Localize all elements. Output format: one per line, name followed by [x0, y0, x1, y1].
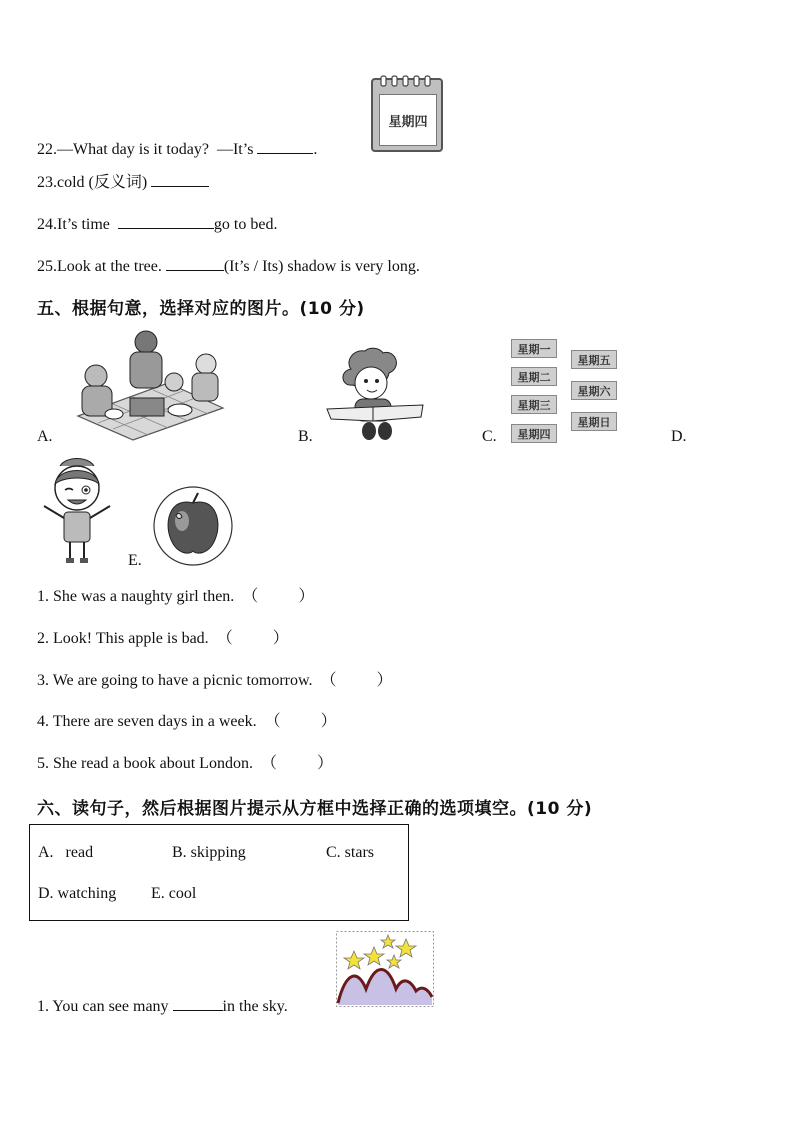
weekday-tag: 星期三: [511, 395, 557, 414]
weekday-tag: 星期日: [571, 412, 617, 431]
answer-blank[interactable]: [257, 138, 313, 154]
calendar-rings-icon: [373, 74, 441, 88]
weekday-tag: 星期一: [511, 339, 557, 358]
section-5-item-5: 5. She read a book about London. （ ）: [37, 755, 333, 772]
calendar-day-label: 星期四: [379, 94, 437, 146]
option-d-label: D.: [671, 428, 687, 445]
calendar-thursday-image: [371, 78, 443, 152]
weekday-tag: 星期二: [511, 367, 557, 386]
question-22: 22.—What day is it today? —It’s .: [37, 138, 317, 160]
question-23: 23.cold (反义词): [37, 171, 209, 193]
weekday-tag: 星期四: [511, 424, 557, 443]
stars-mountains-image: [336, 931, 434, 1007]
box-option-a: A. read: [38, 844, 94, 861]
box-option-e: E. cool: [151, 885, 197, 902]
section-6-heading: 六、读句子，然后根据图片提示从方框中选择正确的选项填空。(10 分): [37, 799, 593, 819]
section-5-item-3: 3. We are going to have a picnic tomorrow. （ ）: [37, 672, 393, 689]
section-5-item-2: 2. Look! This apple is bad. （ ）: [37, 630, 289, 647]
section-5-item-4: 4. There are seven days in a week. （ ）: [37, 713, 337, 730]
weekday-tag: 星期六: [571, 381, 617, 400]
picnic-children-image: [58, 328, 228, 443]
section-5-heading: 五、根据句意，选择对应的图片。(10 分): [37, 299, 365, 319]
bad-apple-image: [152, 485, 234, 567]
answer-blank[interactable]: [173, 995, 223, 1011]
question-24: 24.It’s time go to bed.: [37, 213, 277, 235]
option-e-label: E.: [128, 552, 142, 569]
box-option-b: B. skipping: [172, 844, 246, 861]
answer-blank[interactable]: [118, 213, 214, 229]
word-options-box: [29, 824, 409, 921]
option-b-label: B.: [298, 428, 313, 445]
section-6-item-1: 1. You can see many in the sky.: [37, 995, 288, 1017]
winking-girl-image: [38, 456, 116, 566]
answer-blank[interactable]: [166, 255, 224, 271]
section-5-item-1: 1. She was a naughty girl then. （ ）: [37, 588, 315, 605]
answer-blank[interactable]: [151, 171, 209, 187]
option-a-label: A.: [37, 428, 53, 445]
box-option-d: D. watching: [38, 885, 117, 902]
question-25: 25.Look at the tree. (It’s / Its) shadow is very long.: [37, 255, 420, 277]
option-c-label: C.: [482, 428, 497, 445]
box-option-c: C. stars: [326, 844, 374, 861]
weekday-tag: 星期五: [571, 350, 617, 369]
child-reading-book-image: [325, 347, 430, 442]
